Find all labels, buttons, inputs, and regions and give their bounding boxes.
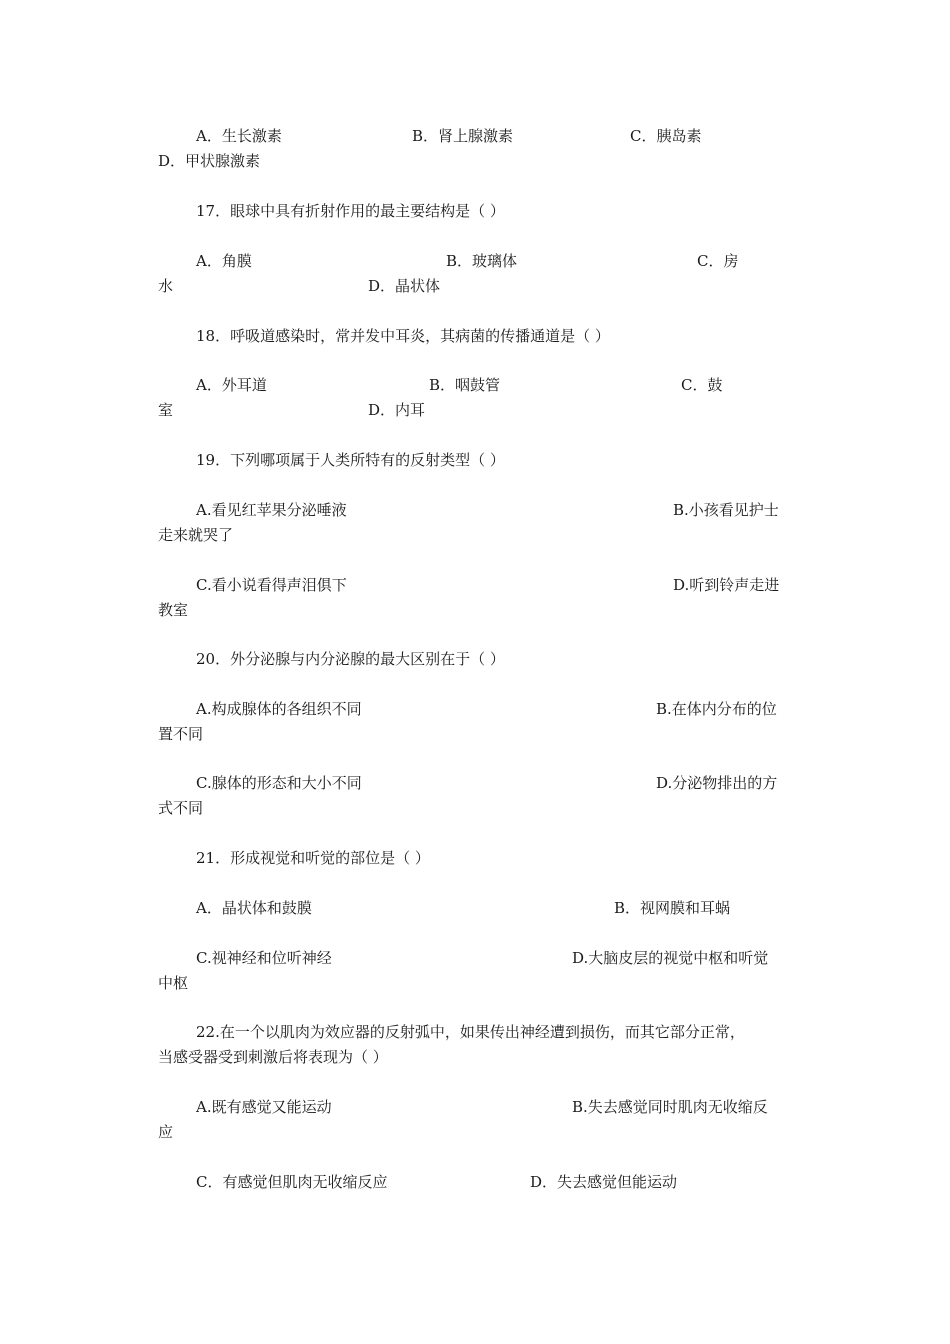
q21-stem: 21．形成视觉和听觉的部位是（ ） <box>196 849 430 867</box>
q18-option-d: D．内耳 <box>368 401 426 419</box>
q18-option-c-wrap: 室 <box>158 401 174 419</box>
q16-option-a: A．生长激素 <box>196 127 282 145</box>
q22-stem-wrap: 当感受器受到刺激后将表现为（ ） <box>158 1048 388 1066</box>
q16-option-d: D．甲状腺激素 <box>158 152 261 170</box>
q22-option-a: A.既有感觉又能运动 <box>196 1098 332 1116</box>
q19-option-b: B.小孩看见护士 <box>673 501 779 519</box>
q21-option-d: D.大脑皮层的视觉中枢和听觉 <box>572 949 769 967</box>
q21-option-b: B．视网膜和耳蜗 <box>614 899 731 917</box>
q19-option-b-wrap: 走来就哭了 <box>158 526 234 544</box>
q17-option-d: D．晶状体 <box>368 277 441 295</box>
q19-stem: 19．下列哪项属于人类所特有的反射类型（ ） <box>196 451 505 469</box>
q20-option-b-wrap: 置不同 <box>158 725 204 743</box>
q22-option-b-wrap: 应 <box>158 1123 174 1141</box>
q21-option-a: A．晶状体和鼓膜 <box>196 899 312 917</box>
q19-option-a: A.看见红苹果分泌唾液 <box>196 501 347 519</box>
q19-option-d: D.听到铃声走进 <box>673 576 780 594</box>
q22-option-b: B.失去感觉同时肌肉无收缩反 <box>572 1098 768 1116</box>
q18-option-b: B．咽鼓管 <box>429 376 501 394</box>
q17-option-c: C．房 <box>697 252 739 270</box>
q21-option-c: C.视神经和位听神经 <box>196 949 332 967</box>
q17-stem: 17．眼球中具有折射作用的最主要结构是（ ） <box>196 202 505 220</box>
q19-option-d-wrap: 教室 <box>158 601 189 619</box>
q16-option-b: B．肾上腺激素 <box>412 127 514 145</box>
q20-option-c: C.腺体的形态和大小不同 <box>196 774 362 792</box>
q21-option-d-wrap: 中枢 <box>158 974 189 992</box>
q19-option-c: C.看小说看得声泪俱下 <box>196 576 347 594</box>
q17-option-c-wrap: 水 <box>158 277 174 295</box>
q22-stem: 22.在一个以肌肉为效应器的反射弧中，如果传出神经遭到损伤，而其它部分正常， <box>196 1023 745 1041</box>
q20-option-d-wrap: 式不同 <box>158 799 204 817</box>
q18-option-a: A．外耳道 <box>196 376 267 394</box>
q18-option-c: C．鼓 <box>681 376 723 394</box>
q20-stem: 20．外分泌腺与内分泌腺的最大区别在于（ ） <box>196 650 505 668</box>
q22-option-d: D．失去感觉但能运动 <box>530 1173 678 1191</box>
q17-option-a: A．角膜 <box>196 252 252 270</box>
q20-option-b: B.在体内分布的位 <box>656 700 777 718</box>
q20-option-d: D.分泌物排出的方 <box>656 774 778 792</box>
q16-option-c: C．胰岛素 <box>630 127 702 145</box>
q18-stem: 18．呼吸道感染时，常并发中耳炎，其病菌的传播通道是（ ） <box>196 327 610 345</box>
q22-option-c: C．有感觉但肌肉无收缩反应 <box>196 1173 388 1191</box>
q17-option-b: B．玻璃体 <box>446 252 518 270</box>
q20-option-a: A.构成腺体的各组织不同 <box>196 700 362 718</box>
